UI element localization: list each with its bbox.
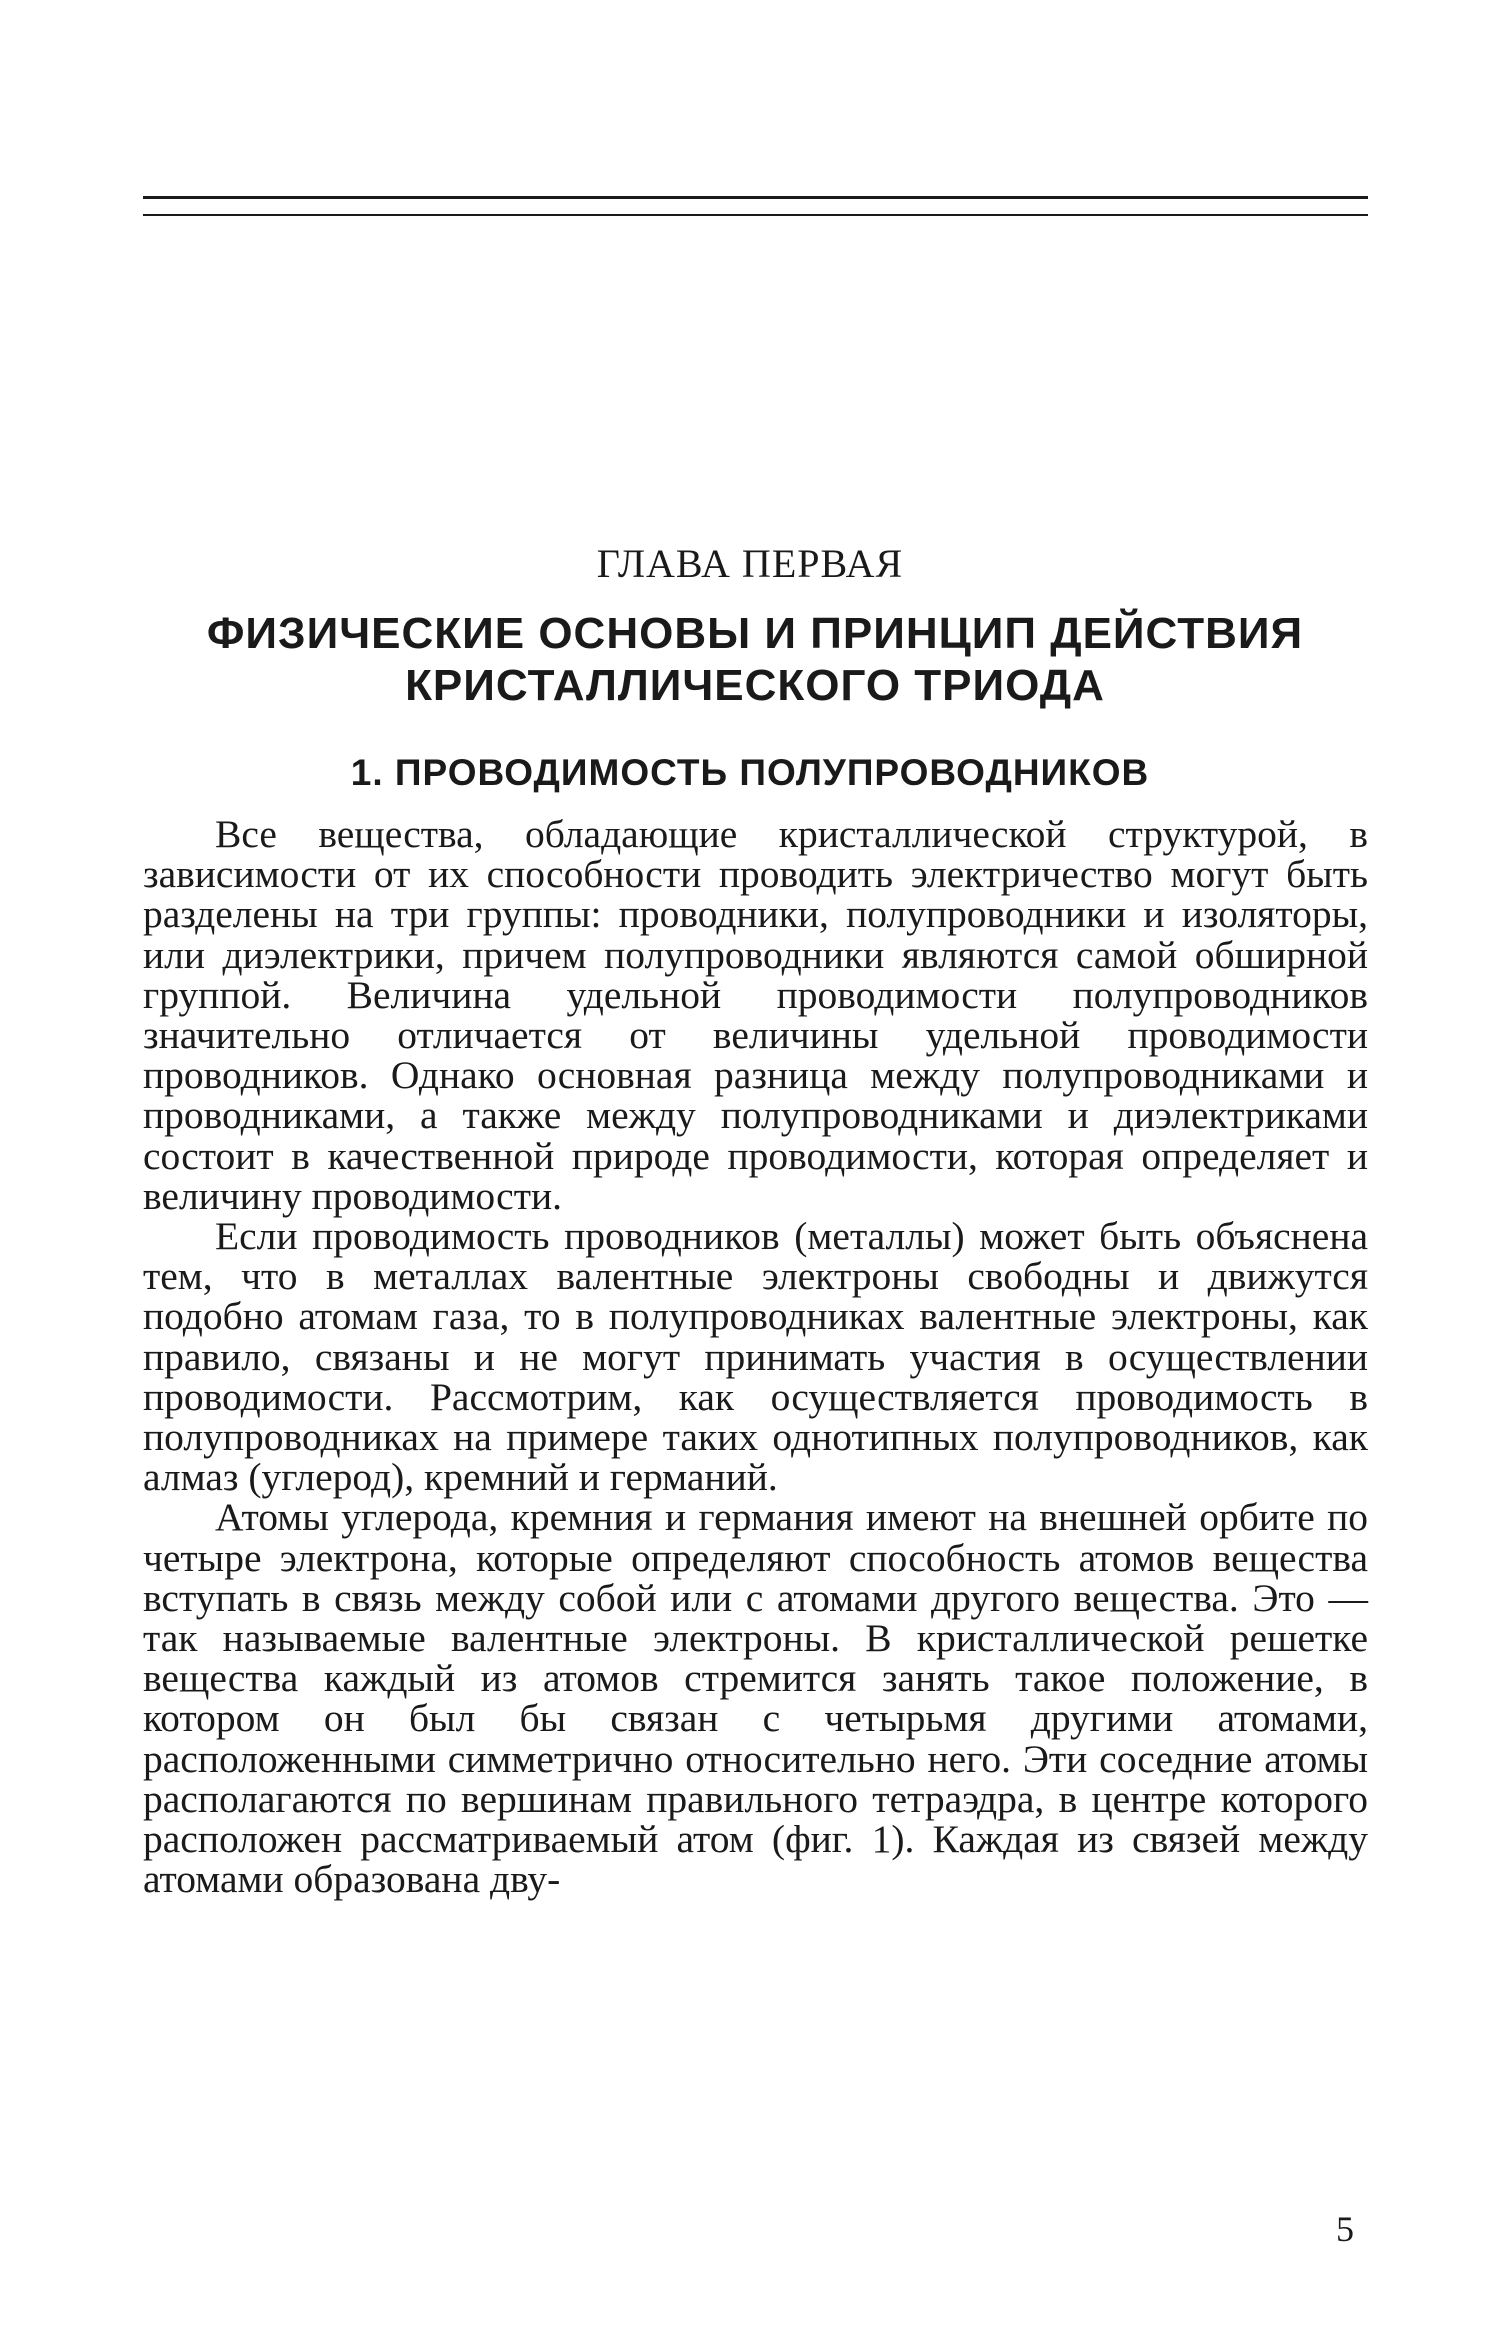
header-rule-top	[143, 196, 1368, 199]
paragraph: Все вещества, обладающие кристаллической структурой, в зависимости от их способности проводить электричество могут быть разделены на три группы: проводники, полупроводники и изоляторы, или диэлектрики, причем полупроводники являются самой обширной группой. Величина удельной проводимости полупроводников значительно отличается от величины удельной проводимости проводников. Однако основная разница между полупроводниками и проводниками, а также между полупроводниками и диэлектриками состоит в качественной природе проводимости, которая определяет и величину проводимости.	[143, 812, 1368, 1218]
header-rule-bottom	[143, 214, 1368, 216]
chapter-label: ГЛАВА ПЕРВАЯ	[596, 541, 904, 586]
paragraph: Атомы углерода, кремния и германия имеют на внешней орбите по четыре электрона, которые определяют способность атомов вещества вступать в связь между собой или с атомами другого вещества. Это — так называемые валентные электроны. В кристаллической решетке вещества каждый из атомов стремится занять такое положение, в котором он был бы связан с четырьмя другими атомами, расположенными симметрично относительно него. Эти соседние атомы располагаются по вершинам правильного тетраэдра, в центре которого расположен рассматриваемый атом (фиг. 1). Каждая из связей между атомами образована дву-	[143, 1495, 1368, 1902]
section-title: 1. ПРОВОДИМОСТЬ ПОЛУПРОВОДНИКОВ	[350, 752, 1150, 793]
body-text	[143, 812, 1368, 1902]
chapter-title: ФИЗИЧЕСКИЕ ОСНОВЫ И ПРИНЦИП ДЕЙСТВИЯ КРИСТАЛЛИЧЕСКОГО ТРИОДА	[206, 609, 1304, 710]
paragraph: Если проводимость проводников (металлы) может быть объяснена тем, что в металлах валентные электроны свободны и движутся подобно атомам газа, то в полупроводниках валентные электроны, как правило, связаны и не могут принимать участия в осуществлении проводимости. Рассмотрим, как осуществляется проводимость в полупроводниках на примере таких однотипных полупроводников, как алмаз (углерод), кремний и германий.	[143, 1214, 1368, 1500]
page-number: 5	[1336, 2209, 1354, 2249]
